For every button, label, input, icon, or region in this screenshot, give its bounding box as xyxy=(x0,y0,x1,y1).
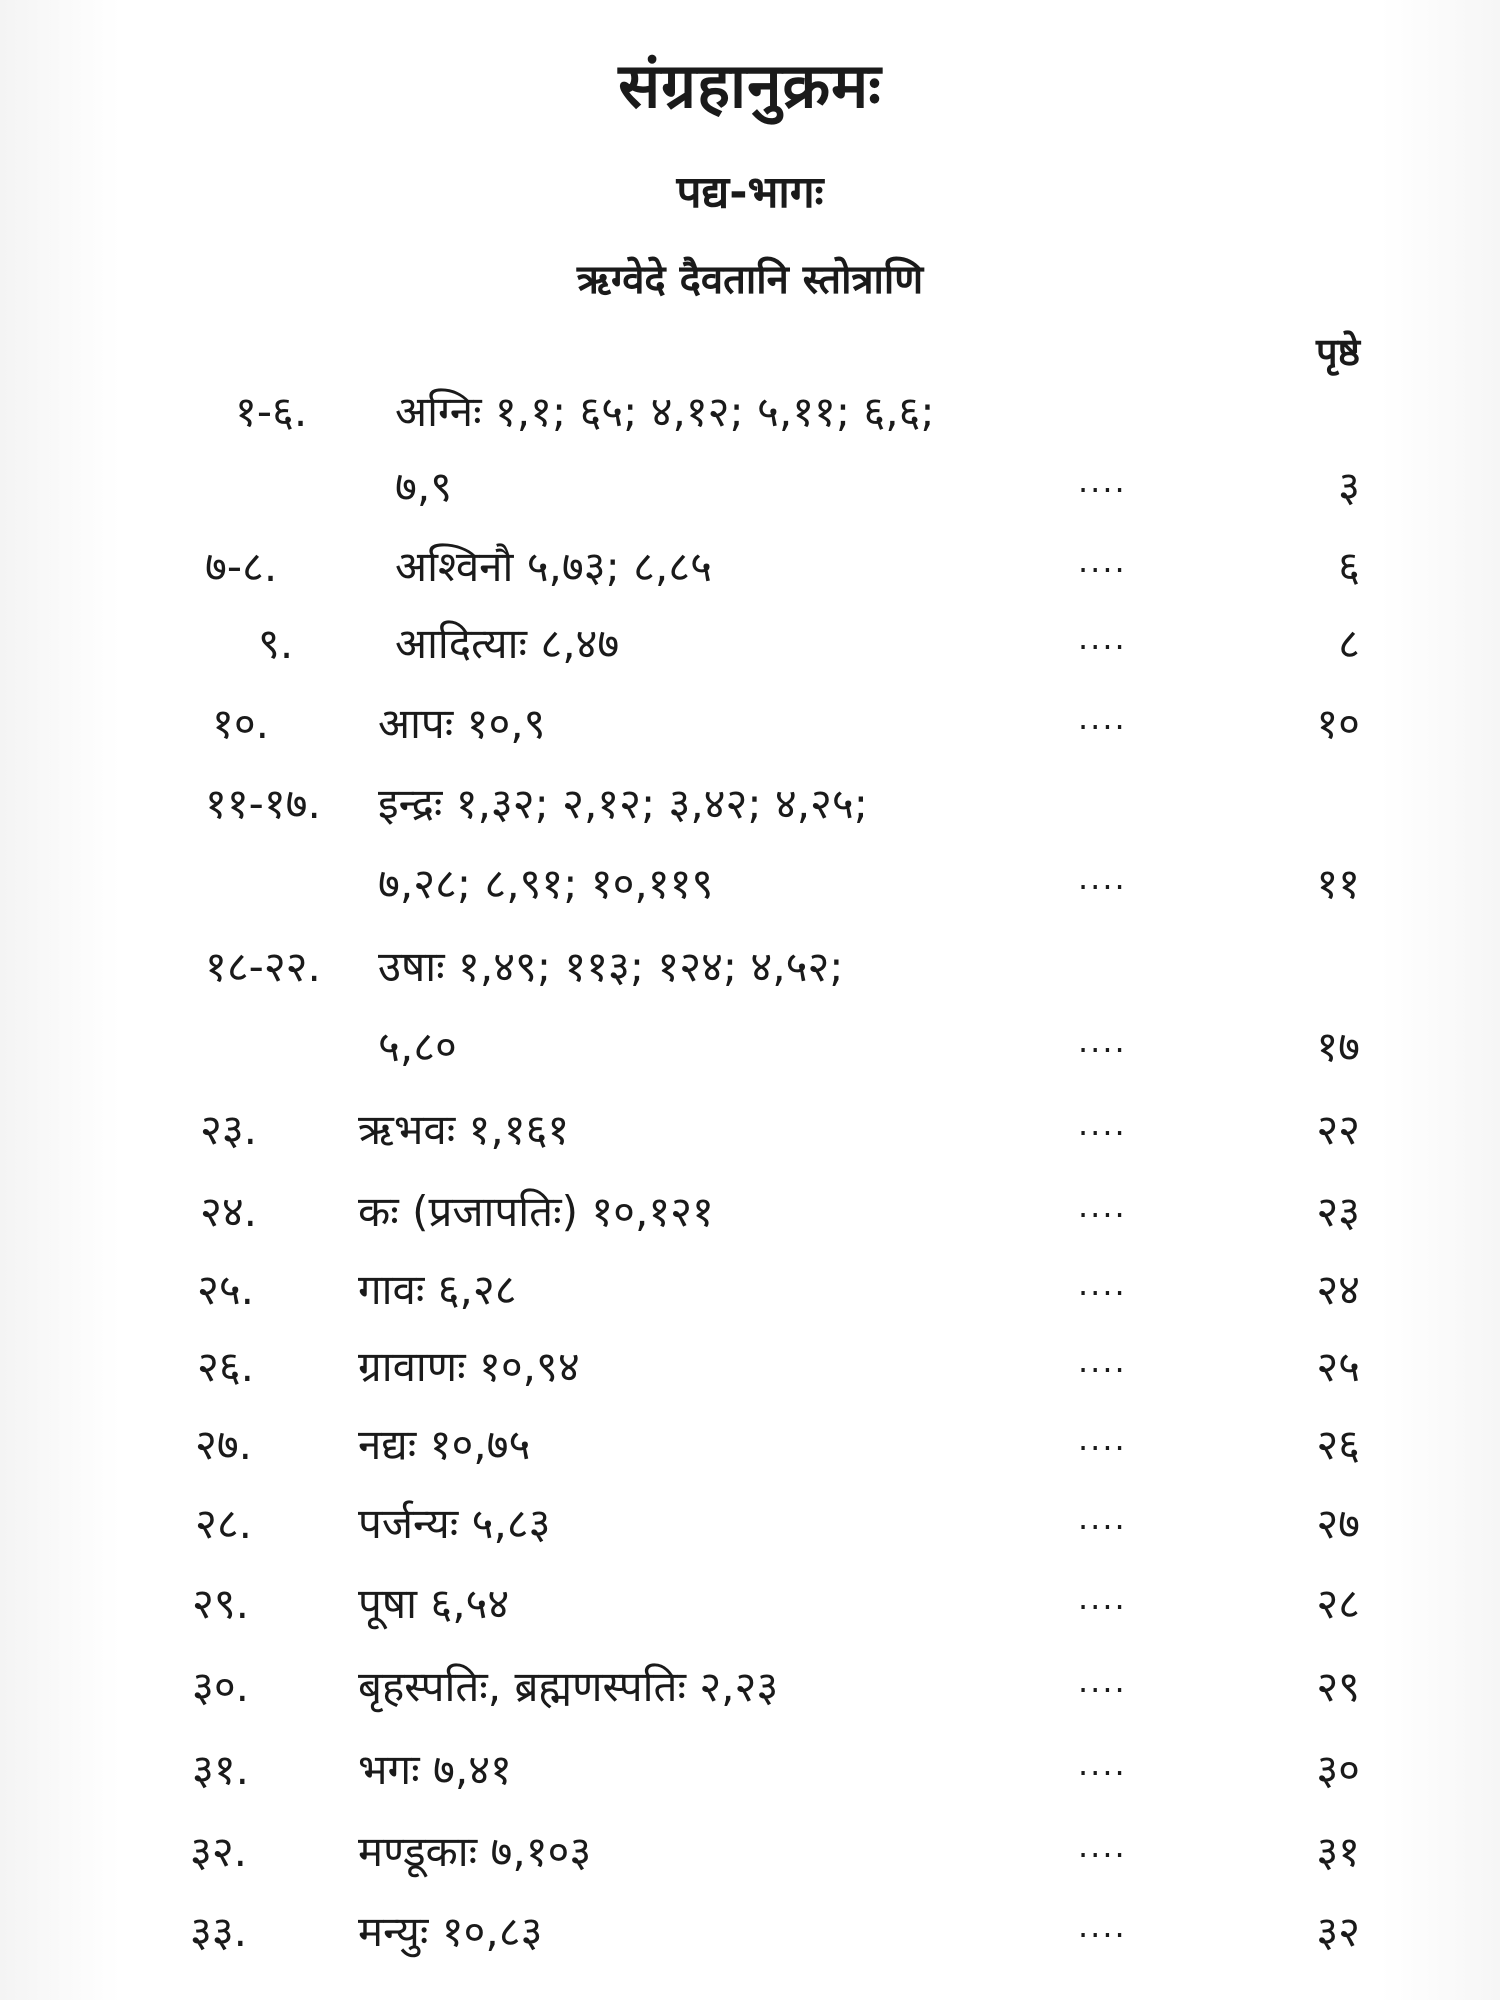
entry-text: पर्जन्यः ५,८३ xyxy=(358,1499,551,1548)
leader-dots: .... xyxy=(1078,1579,1127,1617)
entry-number: ३१. xyxy=(192,1745,250,1794)
entry-text: अश्विनौ ५,७३; ८,८५ xyxy=(395,542,712,591)
entry-page: २२ xyxy=(1316,1105,1360,1154)
entry-number: २३. xyxy=(200,1105,258,1154)
entry-page: ३२ xyxy=(1316,1907,1360,1956)
leader-dots: .... xyxy=(1078,1420,1127,1458)
entry-page: २५ xyxy=(1316,1342,1360,1391)
leader-dots: .... xyxy=(1078,1105,1127,1143)
entry-page: ८ xyxy=(1338,619,1360,668)
leader-dots: .... xyxy=(1078,699,1127,737)
entry-page: २३ xyxy=(1316,1187,1360,1236)
entry-page: ६ xyxy=(1338,542,1360,591)
leader-dots: .... xyxy=(1078,542,1127,580)
entry-number: ३२. xyxy=(190,1827,248,1876)
entry-number: २५. xyxy=(197,1265,255,1314)
index-entry xyxy=(0,1413,1500,1477)
index-entry xyxy=(0,772,1500,836)
entry-text: मन्युः १०,८३ xyxy=(358,1907,543,1956)
entry-text: कः (प्रजापतिः) १०,१२१ xyxy=(358,1187,714,1236)
leader-dots: .... xyxy=(1078,619,1127,657)
leader-dots: .... xyxy=(1078,1662,1127,1700)
entry-page: २४ xyxy=(1316,1265,1360,1314)
section-heading: ऋग्वेदे दैवतानि स्तोत्राणि xyxy=(576,257,924,303)
index-entry xyxy=(0,612,1500,676)
index-entry-continuation xyxy=(0,1015,1500,1079)
section-subtitle: पद्य-भागः xyxy=(676,167,824,218)
index-entry xyxy=(0,1655,1500,1719)
entry-text: मण्डूकाः ७,१०३ xyxy=(358,1827,592,1876)
leader-dots: .... xyxy=(1078,1265,1127,1303)
index-entry-continuation xyxy=(0,455,1500,519)
index-entry xyxy=(0,1572,1500,1636)
entry-text: इन्द्रः १,३२; २,१२; ३,४२; ४,२५; xyxy=(378,779,868,828)
entry-page: १० xyxy=(1316,699,1360,748)
entry-text: आदित्याः ८,४७ xyxy=(395,619,620,668)
entry-page: २९ xyxy=(1316,1662,1360,1711)
entry-number: ९. xyxy=(258,619,294,668)
leader-dots: .... xyxy=(1078,1907,1127,1945)
index-entry-continuation xyxy=(0,852,1500,916)
index-entry xyxy=(0,1098,1500,1162)
entry-number: ७-८. xyxy=(205,542,278,591)
entry-text: आपः १०,९ xyxy=(378,699,546,748)
leader-dots: .... xyxy=(1078,1187,1127,1225)
index-entry xyxy=(0,535,1500,599)
leader-dots: .... xyxy=(1078,1745,1127,1783)
entry-page: ३१ xyxy=(1316,1827,1360,1876)
entry-number: २९. xyxy=(192,1579,250,1628)
entry-number: २७. xyxy=(195,1420,253,1469)
index-entry xyxy=(0,1738,1500,1802)
leader-dots: .... xyxy=(1078,1827,1127,1865)
entry-text: नद्यः १०,७५ xyxy=(358,1420,531,1469)
index-entry xyxy=(0,1180,1500,1244)
entry-page: ११ xyxy=(1316,859,1360,908)
index-entry xyxy=(0,1820,1500,1884)
leader-dots: .... xyxy=(1078,1022,1127,1060)
index-entry xyxy=(0,1335,1500,1399)
entry-number: ३०. xyxy=(192,1662,250,1711)
index-entry xyxy=(0,1900,1500,1964)
entry-text: भगः ७,४१ xyxy=(358,1745,512,1794)
entry-text: बृहस्पतिः, ब्रह्मणस्पतिः २,२३ xyxy=(358,1662,779,1711)
entry-text: अग्निः १,१; ६५; ४,१२; ५,११; ६,६; xyxy=(395,387,935,436)
index-entry xyxy=(0,380,1500,444)
entry-number: ११-१७. xyxy=(205,779,321,828)
entry-number: १८-२२. xyxy=(205,942,321,991)
page-column-label: पृष्ठे xyxy=(1316,330,1360,374)
index-entry xyxy=(0,1492,1500,1556)
entry-number: २४. xyxy=(200,1187,258,1236)
entry-page: २७ xyxy=(1316,1499,1360,1548)
entry-number: १०. xyxy=(212,699,270,748)
entry-text: ग्रावाणः १०,९४ xyxy=(358,1342,580,1391)
leader-dots: .... xyxy=(1078,1499,1127,1537)
entry-page: २६ xyxy=(1316,1420,1360,1469)
entry-text: उषाः १,४९; ११३; १२४; ४,५२; xyxy=(378,942,844,991)
entry-number: १-६. xyxy=(235,387,308,436)
entry-number: ३३. xyxy=(190,1907,248,1956)
index-entry xyxy=(0,692,1500,756)
entry-page: ३० xyxy=(1316,1745,1360,1794)
index-entry xyxy=(0,1258,1500,1322)
entry-text: ऋभवः १,१६१ xyxy=(358,1105,570,1154)
index-entry xyxy=(0,935,1500,999)
entry-text: ७,२८; ८,९१; १०,११९ xyxy=(378,859,714,908)
entry-text: गावः ६,२८ xyxy=(358,1265,517,1314)
entry-text: पूषा ६,५४ xyxy=(358,1579,510,1628)
leader-dots: .... xyxy=(1078,1342,1127,1380)
leader-dots: .... xyxy=(1078,859,1127,897)
entry-text: ५,८० xyxy=(378,1022,457,1071)
entry-page: ३ xyxy=(1338,462,1360,511)
leader-dots: .... xyxy=(1078,462,1127,500)
page-title: संग्रहानुक्रमः xyxy=(618,49,882,122)
entry-number: २८. xyxy=(195,1499,253,1548)
entry-page: २८ xyxy=(1316,1579,1360,1628)
entry-number: २६. xyxy=(197,1342,255,1391)
entry-text: ७,९ xyxy=(395,462,453,511)
entry-page: १७ xyxy=(1316,1022,1360,1071)
